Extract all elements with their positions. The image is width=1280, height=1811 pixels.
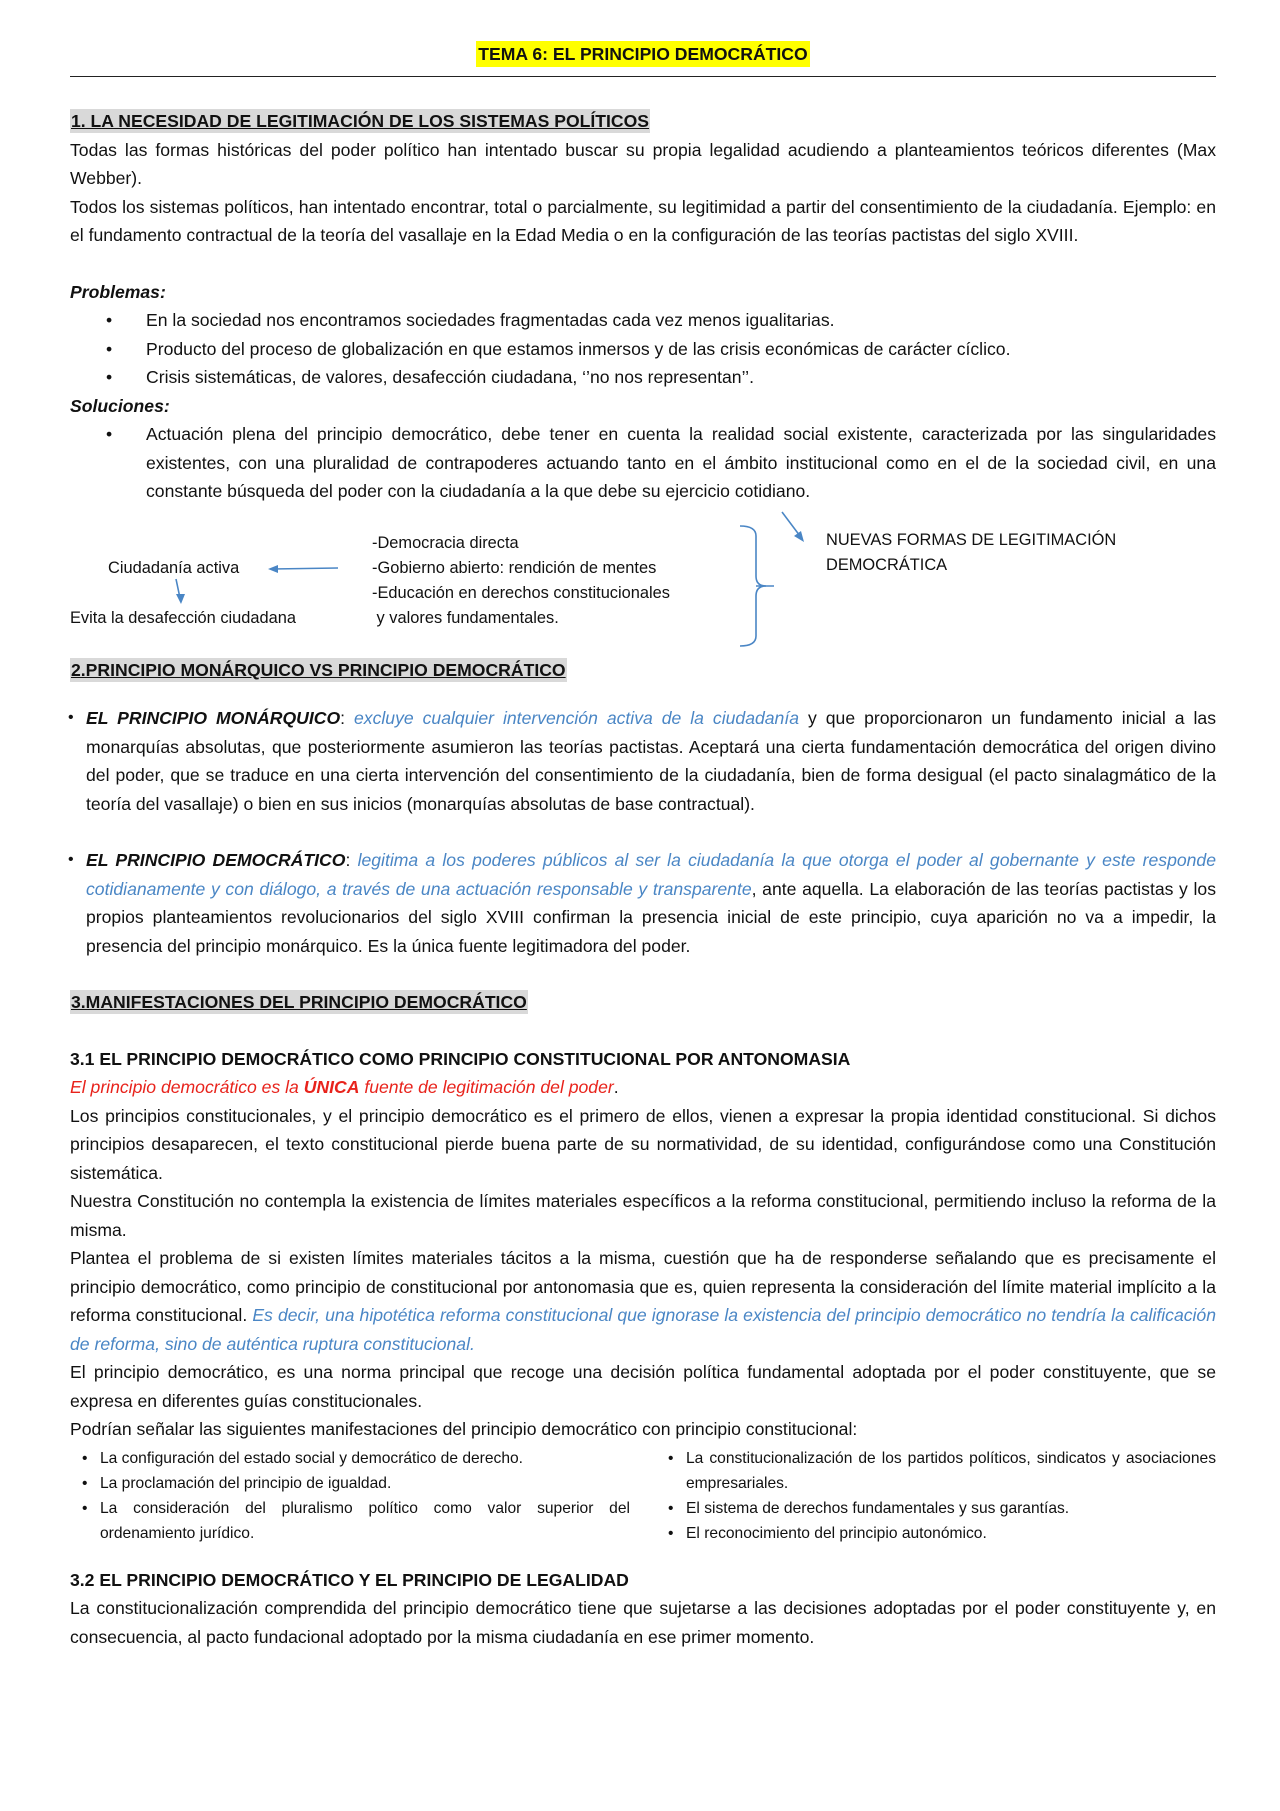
list-item: • El sistema de derechos fundamentales y sus garantías. [656,1496,1216,1521]
list-item: • Actuación plena del principio democrático, debe tener en cuenta la realidad social existente, caracterizada por las singularidades existentes, con una pluralidad de contrapoderes actuando tanto en el ámbito institucional como en el de la sociedad civil, en una constante búsqueda del poder con la ciudadanía a la que debe su ejercicio cotidiano. [70,420,1216,506]
section-1-heading: 1. LA NECESIDAD DE LEGITIMACIÓN DE LOS SISTEMAS POLÍTICOS [71,111,650,131]
document-page [70,40,1216,1651]
list-item: • La consideración del pluralismo político como valor superior del ordenamiento jurídico. [70,1496,630,1546]
section-3-paragraph-2: Nuestra Constitución no contempla la existencia de límites materiales específicos a la reforma constitucional, permitiendo incluso la reforma de la misma. [70,1191,1216,1240]
arrowhead-diagonal-icon [794,531,804,542]
manifestations-left [70,1446,630,1546]
bullet-icon: • [668,1499,674,1517]
arrow-to-ciudadania [272,568,338,569]
bullet-icon: • [668,1524,674,1542]
list-item: • El reconocimiento del principio autonómico. [656,1521,1216,1546]
section-1-paragraph-1: Todas las formas históricas del poder político han intentado buscar su propia legalidad acudiendo a planteamientos teóricos diferentes (Max Webber). [70,139,1216,188]
red-statement: El principio democrático es la ÚNICA fuente de legitimación del poder. [70,1077,619,1097]
bullet-icon: • [82,1499,88,1517]
subsection-3-2-heading: 3.2 EL PRINCIPIO DEMOCRÁTICO Y EL PRINCIPIO DE LEGALIDAD [70,1569,629,1590]
list-item: • Producto del proceso de globalización en que estamos inmersos y de las crisis económicas de carácter cíclico. [70,335,1216,364]
section-2 [70,656,1216,961]
bullet-icon: • [668,1449,674,1467]
bullet-icon: • [82,1449,88,1467]
list-item: • EL PRINCIPIO DEMOCRÁTICO: legitima a los poderes públicos al ser la ciudadanía la que otorga el poder al gobernante y este responde cotidianamente y con diálogo, a través de una actuación responsable y transparente, ante aquella. La elaboración de las teorías pactistas y los propios planteamientos revolucionarios del siglo XVIII confirman la presencia inicial de este principio, cuya aparición no va a impedir, la presencia del principio monárquico. Es la única fuente legitimadora del poder. [70,846,1216,960]
problemas-list [70,306,1216,392]
diagram-ciudadania-activa: Ciudadanía activa [108,558,240,577]
manifestations-columns [70,1446,1216,1546]
bullet-icon: • [68,851,74,868]
list-item: • La constitucionalización de los partidos políticos, sindicatos y asociaciones empresariales. [656,1446,1216,1496]
problemas-label: Problemas: [70,281,166,302]
list-item: • EL PRINCIPIO MONÁRQUICO: excluye cualquier intervención activa de la ciudadanía y que proporcionaron un fundamento inicial a las monarquías absolutas, que posteriormente asumieron las teorías pactistas. Aceptará una cierta fundamentación democrática del origen divino del poder, que se traduce en una cierta intervención del consentimiento de la ciudadanía, bien de forma desigual (el pacto sinalagmático de la teoría del vasallaje) o bien en sus inicios (monarquías absolutas de base contractual). [70,704,1216,818]
bullet-icon: • [106,424,113,444]
section-1 [70,107,1216,506]
diagram-nuevas-formas: NUEVAS FORMAS DE LEGITIMACIÓN [826,530,1117,549]
manifestations-right [656,1446,1216,1546]
arrowhead-down-icon [176,594,185,604]
arrow-to-nuevas [782,512,800,536]
diagram-democratica: DEMOCRÁTICA [826,555,948,574]
bullet-icon: • [106,338,113,359]
section-3-paragraph-4: El principio democrático, es una norma principal que recoge una decisión política fundamental adoptada por el poder constituyente, que se expresa en diferentes guías constitucionales. [70,1362,1216,1411]
soluciones-list [70,420,1216,506]
soluciones-label: Soluciones: [70,395,170,416]
section-3-paragraph-1: Los principios constitucionales, y el principio democrático es el primero de ellos, vienen a expresar la propia identidad constitucional. Si dichos principios desaparecen, el texto constitucional pierde buena parte de su normatividad, de su identidad, configurándose como una Constitución sistemática. [70,1105,1216,1183]
subsection-3-1-heading: 3.1 EL PRINCIPIO DEMOCRÁTICO COMO PRINCIPIO CONSTITUCIONAL POR ANTONOMASIA [70,1048,851,1069]
list-item: • La configuración del estado social y democrático de derecho. [70,1446,630,1471]
bullet-icon: • [106,310,113,330]
list-item: • Crisis sistemáticas, de valores, desafección ciudadana, ‘’no nos representan’’. [70,363,1216,392]
section-3-paragraph-3: Plantea el problema de si existen límites materiales tácitos a la misma, cuestión que ha de responderse señalando que es precisamente el principio democrático, como principio de constitucional por antonomasia que es, quien representa la consideración del límite material implícito a la reforma constitucional. Es decir, una hipotética reforma constitucional que ignorase la existencia del principio democrático no tendría la calificación de reforma, sino de auténtica ruptura constitucional. [70,1248,1217,1354]
diagram-item: -Educación en derechos constitucionales [372,583,670,602]
document-title: TEMA 6: EL PRINCIPIO DEMOCRÁTICO [476,41,809,67]
list-item: • En la sociedad nos encontramos sociedades fragmentadas cada vez menos igualitarias. [70,306,1216,335]
bullet-icon: • [106,367,113,387]
diagram-evita-desafeccion: Evita la desafección ciudadana [70,608,296,627]
legitimation-diagram [70,506,1216,656]
section-3-paragraph-6: La constitucionalización comprendida del principio democrático tiene que sujetarse a las decisiones adoptadas por el poder constituyente y, en consecuencia, al pacto fundacional adoptado por la misma ciudadanía en ese primer momento. [70,1598,1216,1647]
section-3-paragraph-5: Podrían señalar las siguientes manifestaciones del principio democrático con principio constitucional: [70,1419,858,1439]
bullet-icon: • [68,709,74,726]
diagram-item: y valores fundamentales. [372,608,559,627]
section-3 [70,988,1216,1651]
section-2-heading: 2.PRINCIPIO MONÁRQUICO VS PRINCIPIO DEMOCRÁTICO [71,659,566,680]
principles-list [70,704,1216,818]
diagram-item: -Gobierno abierto: rendición de mentes [372,558,657,577]
list-item: • La proclamación del principio de igualdad. [70,1471,630,1496]
diagram-item: -Democracia directa [372,533,519,552]
section-3-heading: 3.MANIFESTACIONES DEL PRINCIPIO DEMOCRÁTICO [71,992,527,1012]
bullet-icon: • [82,1474,88,1492]
title-wrap [70,40,1216,74]
arrowhead-left-icon [268,565,278,573]
section-1-paragraph-2: Todos los sistemas políticos, han intentado encontrar, total o parcialmente, su legitimidad a partir del consentimiento de la ciudadanía. Ejemplo: en el fundamento contractual de la teoría del vasallaje en la Edad Media o en la configuración de las teorías pactistas del siglo XVIII. [70,196,1216,245]
